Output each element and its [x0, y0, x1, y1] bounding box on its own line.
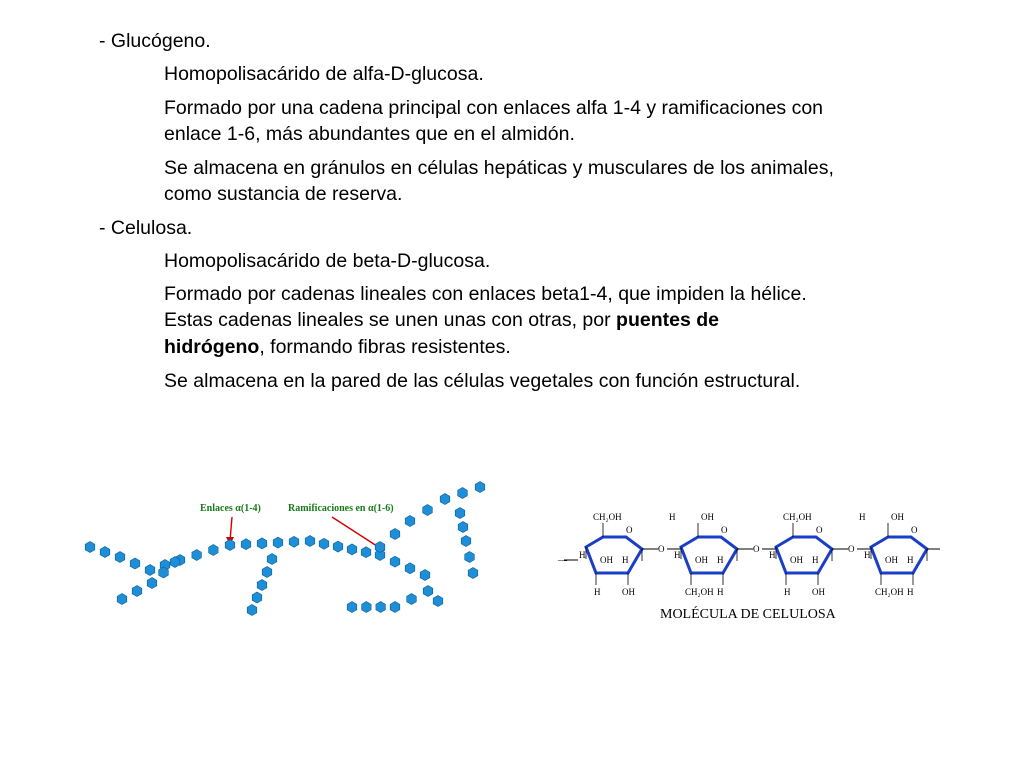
- glucose-unit: [433, 596, 443, 607]
- glycosidic-oxygen: O: [658, 544, 665, 554]
- glucose-unit: [390, 556, 400, 567]
- oh-label: OH: [600, 555, 613, 565]
- glucose-unit: [252, 592, 262, 603]
- ring-oxygen: O: [721, 525, 728, 535]
- glucose-unit: [405, 563, 415, 574]
- bold-term-hidrogeno: hidrógeno: [164, 336, 260, 358]
- ch2oh-label: CH₂OH: [783, 512, 812, 522]
- glucose-unit: [333, 541, 343, 552]
- glucose-unit: [362, 602, 372, 613]
- glucose-unit: [376, 602, 386, 613]
- h-label: H: [669, 512, 676, 522]
- glucose-ring: [681, 537, 737, 573]
- glucose-unit: [440, 494, 450, 505]
- glucose-unit: [347, 602, 357, 613]
- glucose-unit: [347, 544, 357, 555]
- h-label: H: [769, 550, 776, 560]
- glucose-unit: [117, 594, 127, 605]
- glucose-unit: [289, 536, 299, 547]
- celulosa-line-1: Homopolisacárido de beta-D-glucosa.: [164, 250, 491, 272]
- h-label: H: [859, 512, 866, 522]
- glucose-unit: [147, 578, 157, 589]
- glucose-unit: [305, 536, 315, 547]
- glucose-unit: [262, 567, 272, 578]
- glucose-unit: [390, 529, 400, 540]
- glucose-unit: [209, 545, 219, 556]
- ch2oh-label: CH₂OH: [685, 587, 714, 597]
- h-label: H: [579, 550, 586, 560]
- ring-oxygen: O: [911, 525, 918, 535]
- glucose-unit: [458, 522, 468, 533]
- glucogeno-heading: - Glucógeno.: [99, 30, 211, 52]
- glucose-unit: [455, 508, 465, 519]
- glucose-unit: [225, 540, 235, 551]
- glucose-unit: [465, 552, 475, 563]
- glucose-unit: [420, 570, 430, 581]
- glucose-unit: [257, 538, 267, 549]
- celulosa-line-4: hidrógeno, formando fibras resistentes.: [164, 336, 511, 358]
- glucose-unit: [361, 547, 371, 558]
- glucose-unit: [407, 594, 417, 605]
- glucogeno-line-1: Homopolisacárido de alfa-D-glucosa.: [164, 63, 484, 85]
- glucogeno-line-5: como sustancia de reserva.: [164, 183, 403, 205]
- glucogeno-line-2: Formado por una cadena principal con enlaces alfa 1-4 y ramificaciones con: [164, 97, 824, 119]
- bond-end: —: [558, 555, 567, 565]
- ring-oxygen: O: [816, 525, 823, 535]
- glucose-unit: [375, 542, 385, 553]
- glucose-unit: [458, 488, 468, 499]
- glycogen-structure-figure: [80, 475, 500, 625]
- h-label: H: [594, 587, 601, 597]
- oh-label: OH: [790, 555, 803, 565]
- glucose-ring: [871, 537, 927, 573]
- glucose-unit: [475, 482, 485, 493]
- glucose-unit: [273, 537, 283, 548]
- h-label: H: [907, 587, 914, 597]
- glycosidic-oxygen: O: [753, 544, 760, 554]
- ring-oxygen: O: [626, 525, 633, 535]
- cellulose-rings: [557, 512, 940, 597]
- oh-label: OH: [885, 555, 898, 565]
- celulosa-line-2: Formado por cadenas lineales con enlaces beta1-4, que impiden la hélice.: [164, 283, 807, 305]
- h-label: H: [622, 555, 629, 565]
- glucose-unit: [130, 558, 140, 569]
- glucose-unit: [192, 550, 202, 561]
- glycosidic-oxygen: O: [848, 544, 855, 554]
- glucose-unit: [115, 552, 125, 563]
- h-label: H: [812, 555, 819, 565]
- glucose-unit: [100, 547, 110, 558]
- glucose-ring: [586, 537, 642, 573]
- glucose-unit: [257, 580, 267, 591]
- label-enlaces: Enlaces α(1-4): [200, 503, 261, 514]
- glucose-unit: [85, 542, 95, 553]
- oh-label: OH: [891, 512, 904, 522]
- h-label: H: [784, 587, 791, 597]
- glucose-unit: [145, 565, 155, 576]
- ch2oh-label: CH₂OH: [875, 587, 904, 597]
- glucose-unit: [267, 554, 277, 565]
- oh-label: OH: [622, 587, 635, 597]
- label-ramificaciones: Ramificaciones en α(1-6): [288, 503, 394, 514]
- glucogeno-line-3: enlace 1-6, más abundantes que en el almidón.: [164, 123, 575, 145]
- glucose-unit: [241, 539, 251, 550]
- celulosa-line-5: Se almacena en la pared de las células vegetales con función estructural.: [164, 370, 801, 392]
- oh-label: OH: [812, 587, 825, 597]
- glycogen-units: [85, 482, 485, 616]
- glucose-unit: [405, 516, 415, 527]
- celulosa-heading: - Celulosa.: [99, 217, 193, 239]
- celulosa-line-3: Estas cadenas lineales se unen unas con otras, por puentes de: [164, 309, 719, 331]
- glucogeno-line-4: Se almacena en gránulos en células hepáticas y musculares de los animales,: [164, 157, 834, 179]
- oh-label: OH: [701, 512, 714, 522]
- glucose-unit: [423, 586, 433, 597]
- h-label: H: [907, 555, 914, 565]
- glucose-unit: [390, 602, 400, 613]
- h-label: H: [717, 555, 724, 565]
- glucose-unit: [170, 557, 180, 568]
- bold-term-puentes: puentes de: [616, 309, 719, 331]
- glucose-unit: [247, 605, 257, 616]
- glucose-ring: [776, 537, 832, 573]
- glucose-unit: [468, 568, 478, 579]
- h-label: H: [717, 587, 724, 597]
- cellulose-caption: MOLÉCULA DE CELULOSA: [660, 607, 836, 622]
- glucose-unit: [461, 536, 471, 547]
- h-label: H: [864, 550, 871, 560]
- glucose-unit: [132, 586, 142, 597]
- h-label: H: [674, 550, 681, 560]
- glucose-unit: [159, 567, 169, 578]
- glucose-unit: [423, 505, 433, 516]
- ch2oh-label: CH₂OH: [593, 512, 622, 522]
- glucose-unit: [319, 538, 329, 549]
- cellulose-structure-figure: [560, 505, 970, 625]
- oh-label: OH: [695, 555, 708, 565]
